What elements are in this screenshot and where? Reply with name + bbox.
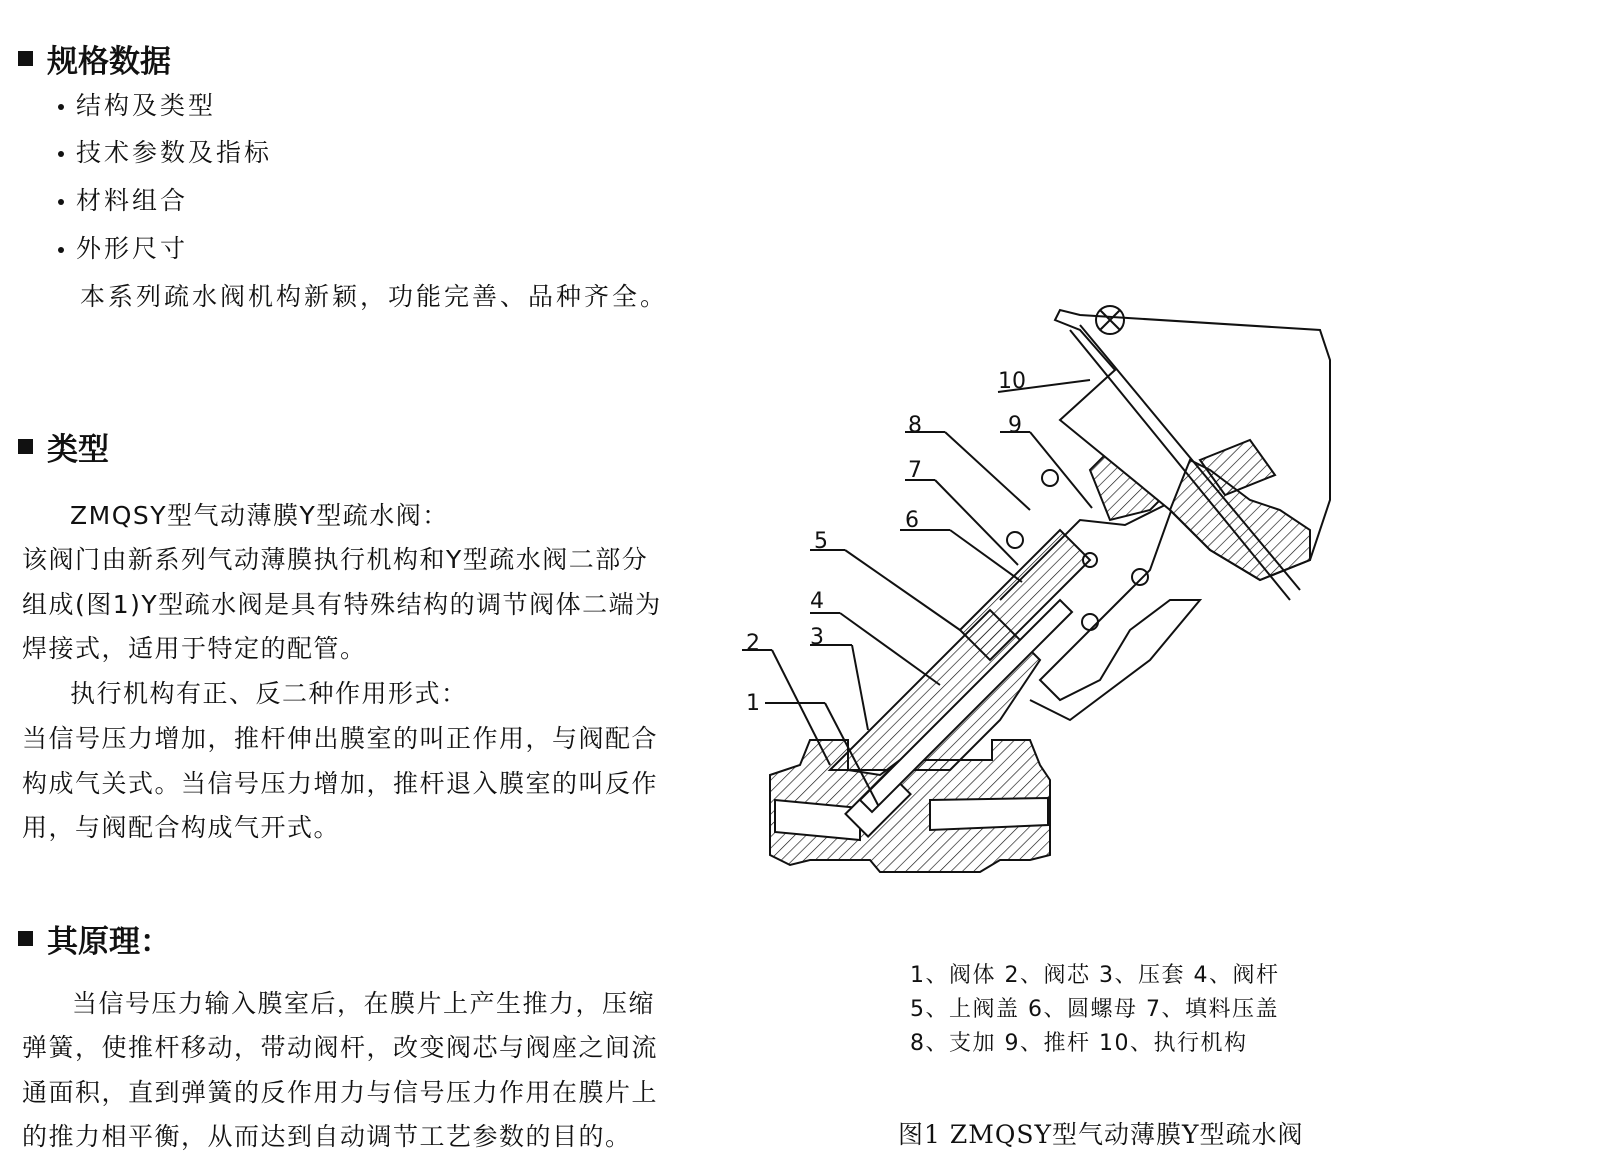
type-line-1: ZMQSY型气动薄膜Y型疏水阀： bbox=[70, 501, 449, 530]
bullet-dot-icon bbox=[58, 151, 64, 157]
type-line-8: 用，与阀配合构成气开式。 bbox=[22, 813, 341, 842]
bullet-dot-icon bbox=[58, 199, 64, 205]
part-label-10: 10 bbox=[998, 369, 1026, 394]
figure-caption: 图1 ZMQSY型气动薄膜Y型疏水阀 bbox=[898, 1120, 1304, 1149]
type-line-6: 当信号压力增加，推杆伸出膜室的叫正作用，与阀配合 bbox=[22, 724, 659, 753]
type-line-5: 执行机构有正、反二种作用形式： bbox=[70, 679, 468, 708]
legend-line-1: 1、阀体 2、阀芯 3、压套 4、阀杆 bbox=[910, 963, 1280, 988]
spec-bullet-1: 结构及类型 bbox=[58, 86, 216, 122]
type-line-3: 组成(图1)Y型疏水阀是具有特殊结构的调节阀体二端为 bbox=[22, 590, 662, 619]
principle-line-2: 弹簧，使推杆移动，带动阀杆，改变阀芯与阀座之间流 bbox=[22, 1033, 659, 1062]
part-label-5: 5 bbox=[814, 529, 828, 554]
principle-line-3: 通面积，直到弹簧的反作用力与信号压力作用在膜片上 bbox=[22, 1078, 659, 1107]
principle-line-4: 的推力相平衡，从而达到自动调节工艺参数的目的。 bbox=[22, 1122, 632, 1151]
type-line-7: 构成气关式。当信号压力增加，推杆退入膜室的叫反作 bbox=[22, 769, 659, 798]
section-heading-spec bbox=[18, 36, 171, 81]
principle-title: 其原理： bbox=[47, 924, 171, 960]
principle-line-1: 当信号压力输入膜室后，在膜片上产生推力，压缩 bbox=[72, 989, 656, 1018]
spec-bullet-3: 材料组合 bbox=[58, 181, 188, 217]
section-heading-principle bbox=[18, 916, 171, 961]
heading-square-icon bbox=[18, 51, 33, 66]
part-label-4: 4 bbox=[810, 589, 824, 614]
part-label-8: 8 bbox=[908, 413, 922, 438]
bullet-dot-icon bbox=[58, 247, 64, 253]
legend-line-2: 5、上阀盖 6、圆螺母 7、填料压盖 bbox=[910, 997, 1279, 1022]
type-line-2: 该阀门由新系列气动薄膜执行机构和Y型疏水阀二部分 bbox=[22, 545, 649, 574]
heading-square-icon bbox=[18, 439, 33, 454]
spec-bullet-4: 外形尺寸 bbox=[58, 229, 188, 265]
spec-title: 规格数据 bbox=[47, 44, 171, 80]
part-label-7: 7 bbox=[908, 458, 922, 483]
type-line-4: 焊接式，适用于特定的配管。 bbox=[22, 634, 367, 663]
bullet-dot-icon bbox=[58, 104, 64, 110]
part-label-3: 3 bbox=[810, 625, 824, 650]
type-title: 类型 bbox=[47, 432, 109, 468]
part-label-9: 9 bbox=[1008, 413, 1022, 438]
spec-note: 本系列疏水阀机构新颖，功能完善、品种齐全。 bbox=[80, 282, 669, 311]
part-label-1: 1 bbox=[746, 691, 760, 716]
legend-line-3: 8、支加 9、推杆 10、执行机构 bbox=[910, 1031, 1248, 1056]
part-label-2: 2 bbox=[746, 631, 760, 656]
heading-square-icon bbox=[18, 931, 33, 946]
part-label-6: 6 bbox=[905, 508, 919, 533]
spec-bullet-2: 技术参数及指标 bbox=[58, 133, 272, 169]
section-heading-type bbox=[18, 424, 109, 469]
valve-cross-section-diagram bbox=[730, 300, 1370, 900]
